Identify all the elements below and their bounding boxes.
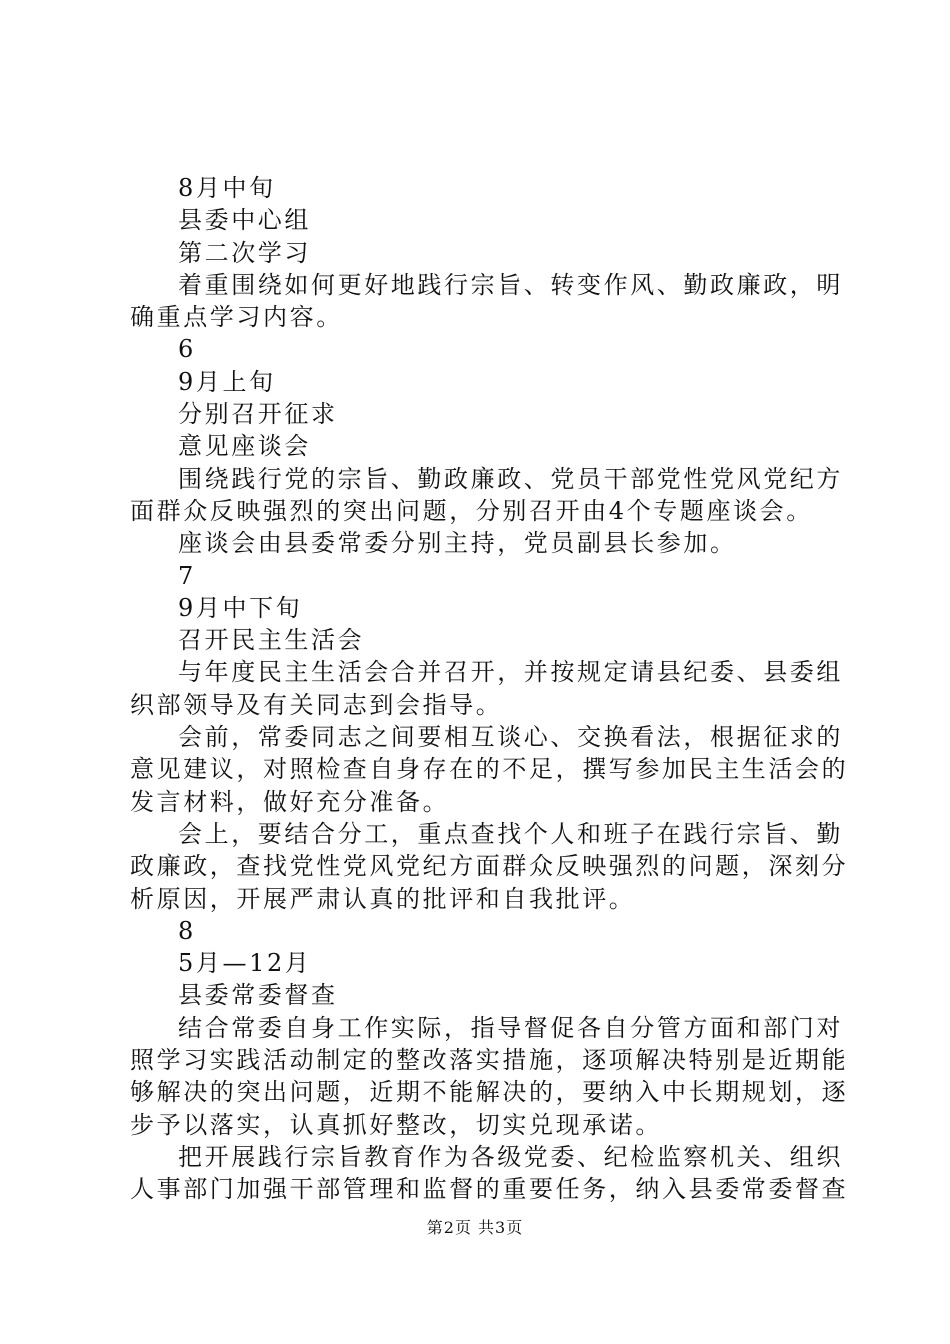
text-line: 确重点学习内容。 (130, 303, 343, 332)
text-line: 意见座谈会 (178, 432, 311, 461)
text-line: 围绕践行党的宗旨、勤政廉政、党员干部党性党风党纪方 (178, 464, 843, 493)
page-footer: 第2页 共3页 (426, 1218, 524, 1237)
text-line: 与年度民主生活会合并召开，并按规定请县纪委、县委组 (178, 658, 843, 687)
text-line: 着重围绕如何更好地践行宗旨、转变作风、勤政廉政，明 (178, 270, 843, 299)
text-line: 6 (178, 335, 196, 364)
text-line: 座谈会由县委常委分别主持，党员副县长参加。 (178, 529, 737, 558)
text-line: 7 (178, 561, 196, 590)
text-line: 县委常委督查 (178, 981, 338, 1010)
text-line: 把开展践行宗旨教育作为各级党委、纪检监察机关、组织 (178, 1142, 843, 1171)
text-line: 政廉政，查找党性党风党纪方面群众反映强烈的问题，深刻分 (130, 852, 849, 881)
text-line: 人事部门加强干部管理和监督的重要任务，纳入县委常委督查 (130, 1175, 849, 1204)
text-line: 9月上旬 (178, 367, 276, 396)
text-line: 分别召开征求 (178, 400, 338, 429)
document-body (0, 172, 950, 1206)
text-line: 步予以落实，认真抓好整改，切实兑现承诺。 (130, 1110, 662, 1139)
text-line: 召开民主生活会 (178, 626, 365, 655)
text-line: 意见建议，对照检查自身存在的不足，撰写参加民主生活会的 (130, 755, 849, 784)
text-line: 8 (178, 916, 196, 945)
text-line: 织部领导及有关同志到会指导。 (130, 690, 503, 719)
text-line: 照学习实践活动制定的整改落实措施，逐项解决特别是近期能 (130, 1046, 849, 1075)
text-line: 会上，要结合分工，重点查找个人和班子在践行宗旨、勤 (178, 819, 843, 848)
text-line: 县委中心组 (178, 206, 311, 235)
text-line: 会前，常委同志之间要相互谈心、交换看法，根据征求的 (178, 723, 843, 752)
text-line: 发言材料，做好充分准备。 (130, 787, 450, 816)
text-line: 5月—12月 (178, 949, 312, 978)
text-line: 析原因，开展严肃认真的批评和自我批评。 (130, 884, 636, 913)
text-line: 第二次学习 (178, 238, 311, 267)
text-line: 结合常委自身工作实际，指导督促各自分管方面和部门对 (178, 1013, 843, 1042)
text-line: 8月中旬 (178, 174, 276, 202)
text-line: 9月中下旬 (178, 593, 303, 622)
text-line: 面群众反映强烈的突出问题，分别召开由4个专题座谈会。 (130, 496, 813, 525)
text-line: 够解决的突出问题，近期不能解决的，要纳入中长期规划，逐 (130, 1078, 849, 1107)
